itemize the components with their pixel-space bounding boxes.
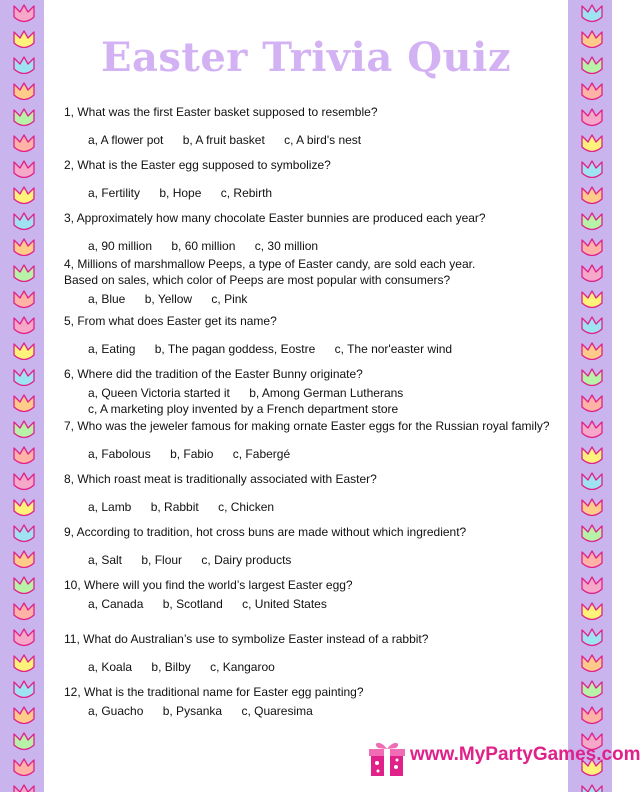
tulip-icon bbox=[582, 499, 602, 516]
tulip-icon bbox=[582, 551, 602, 568]
tulip-icon bbox=[14, 343, 34, 360]
gift-box-icon bbox=[366, 736, 410, 780]
answer-option: a, Canada bbox=[88, 597, 144, 611]
tulip-icon bbox=[582, 681, 602, 698]
tulip-icon bbox=[582, 135, 602, 152]
answer-options bbox=[64, 552, 564, 568]
logo-text: www.MyPartyGames.com bbox=[410, 744, 641, 765]
question-4 bbox=[64, 256, 564, 313]
answer-option: a, Fabolous bbox=[88, 447, 151, 461]
question-5 bbox=[64, 313, 564, 366]
tulip-icon bbox=[14, 629, 34, 646]
question-1 bbox=[64, 104, 564, 157]
tulip-icon bbox=[582, 369, 602, 386]
tulip-icon bbox=[14, 733, 34, 750]
tulip-icon bbox=[582, 343, 602, 360]
answer-options bbox=[64, 385, 564, 417]
question-text: 10, Where will you find the world’s largest Easter egg? bbox=[64, 578, 353, 592]
page-title: Easter Trivia Quiz bbox=[100, 34, 512, 81]
tulip-icon bbox=[14, 577, 34, 594]
answer-option: b, Scotland bbox=[162, 597, 223, 611]
tulip-icon bbox=[14, 5, 34, 22]
tulip-icon bbox=[582, 395, 602, 412]
tulip-icon bbox=[582, 707, 602, 724]
answer-option: b, Yellow bbox=[144, 292, 193, 306]
tulip-icon bbox=[14, 499, 34, 516]
answer-option: c, United States bbox=[242, 597, 327, 611]
answer-options bbox=[64, 341, 564, 357]
tulip-icon bbox=[582, 291, 602, 308]
tulip-icon bbox=[14, 421, 34, 438]
tulip-icon bbox=[14, 83, 34, 100]
question-text: 1, What was the first Easter basket supposed to resemble? bbox=[64, 105, 378, 119]
tulip-icon bbox=[14, 109, 34, 126]
question-9 bbox=[64, 524, 564, 577]
tulip-icon bbox=[14, 525, 34, 542]
answer-option: b, Fabio bbox=[170, 447, 214, 461]
answer-options bbox=[64, 596, 564, 612]
tulip-icon bbox=[14, 551, 34, 568]
answer-option: a, Queen Victoria started it bbox=[88, 386, 230, 400]
answer-option: a, A flower pot bbox=[88, 133, 164, 147]
answer-option: c, Rebirth bbox=[220, 186, 273, 200]
question-12 bbox=[64, 684, 564, 719]
tulip-icon bbox=[582, 629, 602, 646]
answer-option: b, 60 million bbox=[171, 239, 236, 253]
answer-option: c, Chicken bbox=[218, 500, 275, 514]
question-text: 7, Who was the jeweler famous for making ornate Easter eggs for the Russian royal family? bbox=[64, 419, 550, 433]
answer-option: c, 30 million bbox=[254, 239, 319, 253]
tulip-icon bbox=[582, 317, 602, 334]
tulip-icon bbox=[582, 473, 602, 490]
tulip-icon bbox=[14, 707, 34, 724]
tulip-icon bbox=[14, 265, 34, 282]
tulip-icon bbox=[582, 109, 602, 126]
tulip-icon bbox=[582, 161, 602, 178]
question-text-continued: Based on sales, which color of Peeps are most popular with consumers? bbox=[64, 273, 451, 287]
tulip-icon bbox=[14, 655, 34, 672]
answer-option: a, Fertility bbox=[88, 186, 141, 200]
site-logo[interactable] bbox=[366, 736, 641, 780]
answer-option: b, A fruit basket bbox=[182, 133, 265, 147]
right-tulip-border bbox=[568, 0, 612, 792]
answer-options bbox=[64, 703, 564, 719]
tulip-icon bbox=[582, 655, 602, 672]
tulip-icon bbox=[14, 681, 34, 698]
answer-option: a, Blue bbox=[88, 292, 126, 306]
answer-option: c, Fabergé bbox=[232, 447, 291, 461]
question-text: 4, Millions of marshmallow Peeps, a type of Easter candy, are sold each year. bbox=[64, 257, 476, 271]
question-text: 6, Where did the tradition of the Easter Bunny originate? bbox=[64, 367, 363, 381]
answer-option: c, Pink bbox=[211, 292, 248, 306]
left-tulip-border bbox=[0, 0, 44, 792]
tulip-icon bbox=[14, 135, 34, 152]
answer-options bbox=[64, 659, 564, 675]
tulip-icon bbox=[14, 603, 34, 620]
answer-options bbox=[64, 446, 564, 462]
tulip-icon bbox=[582, 213, 602, 230]
quiz-body bbox=[64, 104, 564, 719]
question-text: 11, What do Australian’s use to symbolize Easter instead of a rabbit? bbox=[64, 632, 429, 646]
tulip-icon bbox=[582, 577, 602, 594]
answer-option: b, Flour bbox=[141, 553, 183, 567]
answer-options bbox=[64, 132, 564, 148]
tulip-icon bbox=[14, 161, 34, 178]
question-text: 8, Which roast meat is traditionally associated with Easter? bbox=[64, 472, 377, 486]
tulip-icon bbox=[582, 525, 602, 542]
tulip-icon bbox=[582, 83, 602, 100]
answer-option: b, Among German Lutherans bbox=[249, 386, 404, 400]
question-text: 5, From what does Easter get its name? bbox=[64, 314, 277, 328]
answer-option: c, Quaresima bbox=[241, 704, 313, 718]
tulip-icon bbox=[582, 447, 602, 464]
answer-option: c, Kangaroo bbox=[210, 660, 275, 674]
answer-option: b, Hope bbox=[159, 186, 202, 200]
question-10 bbox=[64, 577, 564, 631]
answer-option: a, Lamb bbox=[88, 500, 132, 514]
tulip-icon bbox=[14, 447, 34, 464]
tulip-icon bbox=[582, 785, 602, 792]
tulip-icon bbox=[582, 187, 602, 204]
answer-options bbox=[64, 185, 564, 201]
answer-option: c, A marketing ploy invented by a French department store bbox=[88, 402, 399, 416]
tulip-icon bbox=[14, 291, 34, 308]
answer-option: a, 90 million bbox=[88, 239, 153, 253]
question-2 bbox=[64, 157, 564, 210]
answer-option: a, Koala bbox=[88, 660, 133, 674]
tulip-icon bbox=[14, 473, 34, 490]
answer-option: c, The nor'easter wind bbox=[334, 342, 453, 356]
answer-option: b, Rabbit bbox=[150, 500, 199, 514]
answer-option: c, A bird's nest bbox=[284, 133, 362, 147]
question-11 bbox=[64, 631, 564, 684]
question-6 bbox=[64, 366, 564, 418]
answer-option: b, The pagan goddess, Eostre bbox=[154, 342, 316, 356]
answer-option: a, Salt bbox=[88, 553, 123, 567]
question-text: 2, What is the Easter egg supposed to symbolize? bbox=[64, 158, 331, 172]
answer-options bbox=[64, 238, 564, 254]
tulip-icon bbox=[582, 265, 602, 282]
tulip-icon bbox=[582, 421, 602, 438]
tulip-icon bbox=[14, 239, 34, 256]
answer-option: c, Dairy products bbox=[201, 553, 292, 567]
tulip-icon bbox=[582, 603, 602, 620]
answer-option: b, Bilby bbox=[151, 660, 191, 674]
answer-option: a, Eating bbox=[88, 342, 136, 356]
question-3 bbox=[64, 210, 564, 256]
tulip-icon bbox=[14, 759, 34, 776]
answer-options bbox=[64, 499, 564, 515]
question-text: 9, According to tradition, hot cross buns are made without which ingredient? bbox=[64, 525, 467, 539]
question-7 bbox=[64, 418, 564, 471]
tulip-icon bbox=[14, 317, 34, 334]
answer-option: a, Guacho bbox=[88, 704, 144, 718]
tulip-icon bbox=[14, 785, 34, 792]
tulip-icon bbox=[582, 239, 602, 256]
answer-option: b, Pysanka bbox=[162, 704, 223, 718]
tulip-icon bbox=[14, 395, 34, 412]
tulip-icon bbox=[14, 213, 34, 230]
question-text: 3, Approximately how many chocolate Easter bunnies are produced each year? bbox=[64, 211, 486, 225]
tulip-icon bbox=[14, 369, 34, 386]
tulip-icon bbox=[582, 5, 602, 22]
question-8 bbox=[64, 471, 564, 524]
tulip-icon bbox=[14, 187, 34, 204]
answer-options bbox=[64, 291, 564, 307]
question-text: 12, What is the traditional name for Easter egg painting? bbox=[64, 685, 364, 699]
